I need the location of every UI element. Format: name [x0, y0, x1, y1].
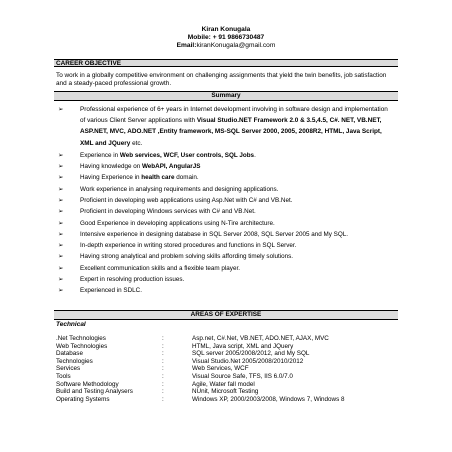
list-item: ➢ Proficient in developing web applications using Asp.Net with C# and VB.Net.: [56, 195, 394, 206]
arrow-bullet-icon: ➢: [58, 174, 64, 182]
expertise-heading: AREAS OF EXPERTISE: [54, 310, 398, 320]
arrow-bullet-icon: ➢: [58, 106, 64, 113]
table-row: .Net Technologies : Asp.net, C#.Net, VB.NET, ADO.NET, AJAX, MVC: [56, 335, 329, 342]
list-item: ➢ Proficient in developing Windows services with C# and VB.Net.: [56, 206, 394, 217]
career-objective-text: To work in a globally competitive environment on challenging assignments that yield the twin benefits, job satisfaction and a steady-paced professional growth.: [56, 72, 387, 87]
mobile-line: [0, 34, 452, 42]
arrow-bullet-icon: ➢: [58, 208, 64, 216]
email-value[interactable]: kiranKonugala@gmail.com: [196, 41, 276, 49]
list-item: ➢ Having knowledge on WebAPI, AngularJS: [56, 161, 394, 172]
list-item: ➢ Excellent communication skills and a flexible team player.: [56, 263, 394, 274]
arrow-bullet-icon: ➢: [58, 276, 64, 284]
list-item: ➢ Experience in Web services, WCF, User controls, SQL Jobs.: [56, 150, 394, 161]
list-item: ➢ Professional experience of 6+ years in Internet development involving in software design and implementation of various Client Server applications with Visual Studio.NET Framework 2.0 & 3.5,4.5, C#. NET, VB.NET, ASP.NET, MVC, ADO.NET ,Entity framework, MS-SQL Server 2000, 2005, 2008R2, HTML, Java Script, XML and JQuery etc.: [58, 106, 388, 147]
career-objective-heading: CAREER OBJECTIVE: [54, 59, 398, 67]
table-row: Services : Web Services, WCF: [56, 365, 249, 373]
list-item: ➢ Having strong analytical and problem solving skills affording timely solutions.: [56, 251, 394, 262]
summary-list: [56, 104, 394, 297]
list-item: ➢ Experienced in SDLC.: [56, 285, 394, 296]
arrow-bullet-icon: ➢: [58, 264, 64, 272]
email-label: Email:: [176, 41, 197, 49]
arrow-bullet-icon: ➢: [58, 287, 64, 295]
arrow-bullet-icon: ➢: [58, 197, 64, 204]
list-item: ➢ Having Experience in health care domain.: [56, 172, 394, 183]
mobile-label: Mobile:: [187, 33, 211, 41]
arrow-bullet-icon: ➢: [58, 185, 64, 193]
email-line: [0, 42, 452, 50]
list-item: ➢ Good Experience in developing applications using N-Tire architecture.: [56, 218, 394, 229]
table-row: Database : SQL server 2005/2008/2012, and My SQL: [56, 350, 310, 358]
table-row: Operating Systems : Windows XP, 2000/2003/2008, Windows 7, Windows 8: [56, 395, 345, 403]
list-item: ➢ In-depth experience in writing stored procedures and functions in SQL Server.: [56, 240, 394, 251]
table-row: Software Methodology : Agile, Water fall model: [56, 380, 255, 388]
arrow-bullet-icon: ➢: [58, 219, 64, 227]
list-item: ➢ Intensive experience in designing database in SQL Server 2008, SQL Server 2005 and My SQL.: [56, 229, 394, 240]
table-row: Build and Testing Analysers : NUnit, Microsoft Testing: [56, 388, 259, 396]
arrow-bullet-icon: ➢: [58, 151, 64, 159]
arrow-bullet-icon: ➢: [58, 253, 64, 261]
expertise-table: [56, 335, 345, 403]
list-item: ➢ Expert in resolving production issues.: [56, 274, 394, 285]
contact-header: [0, 26, 452, 50]
candidate-name: Kiran Konugala: [201, 26, 251, 33]
arrow-bullet-icon: ➢: [58, 163, 64, 171]
summary-heading: Summary: [54, 91, 398, 101]
mobile-value: + 91 9866730487: [212, 33, 265, 41]
technical-subheading: Technical: [56, 321, 86, 328]
table-row: Technologies : Visual Studio.Net 2005/2008/2010/2012: [56, 357, 304, 365]
arrow-bullet-icon: ➢: [58, 242, 64, 250]
list-item: ➢ Work experience in analysing requirements and designing applications.: [56, 184, 394, 195]
table-row: Tools : Visual Source Safe, TFS, IIS 6.0/7.0: [56, 372, 293, 380]
arrow-bullet-icon: ➢: [58, 230, 64, 238]
table-row: Web Technologies : HTML, Java script, XML and JQuery: [56, 342, 294, 350]
